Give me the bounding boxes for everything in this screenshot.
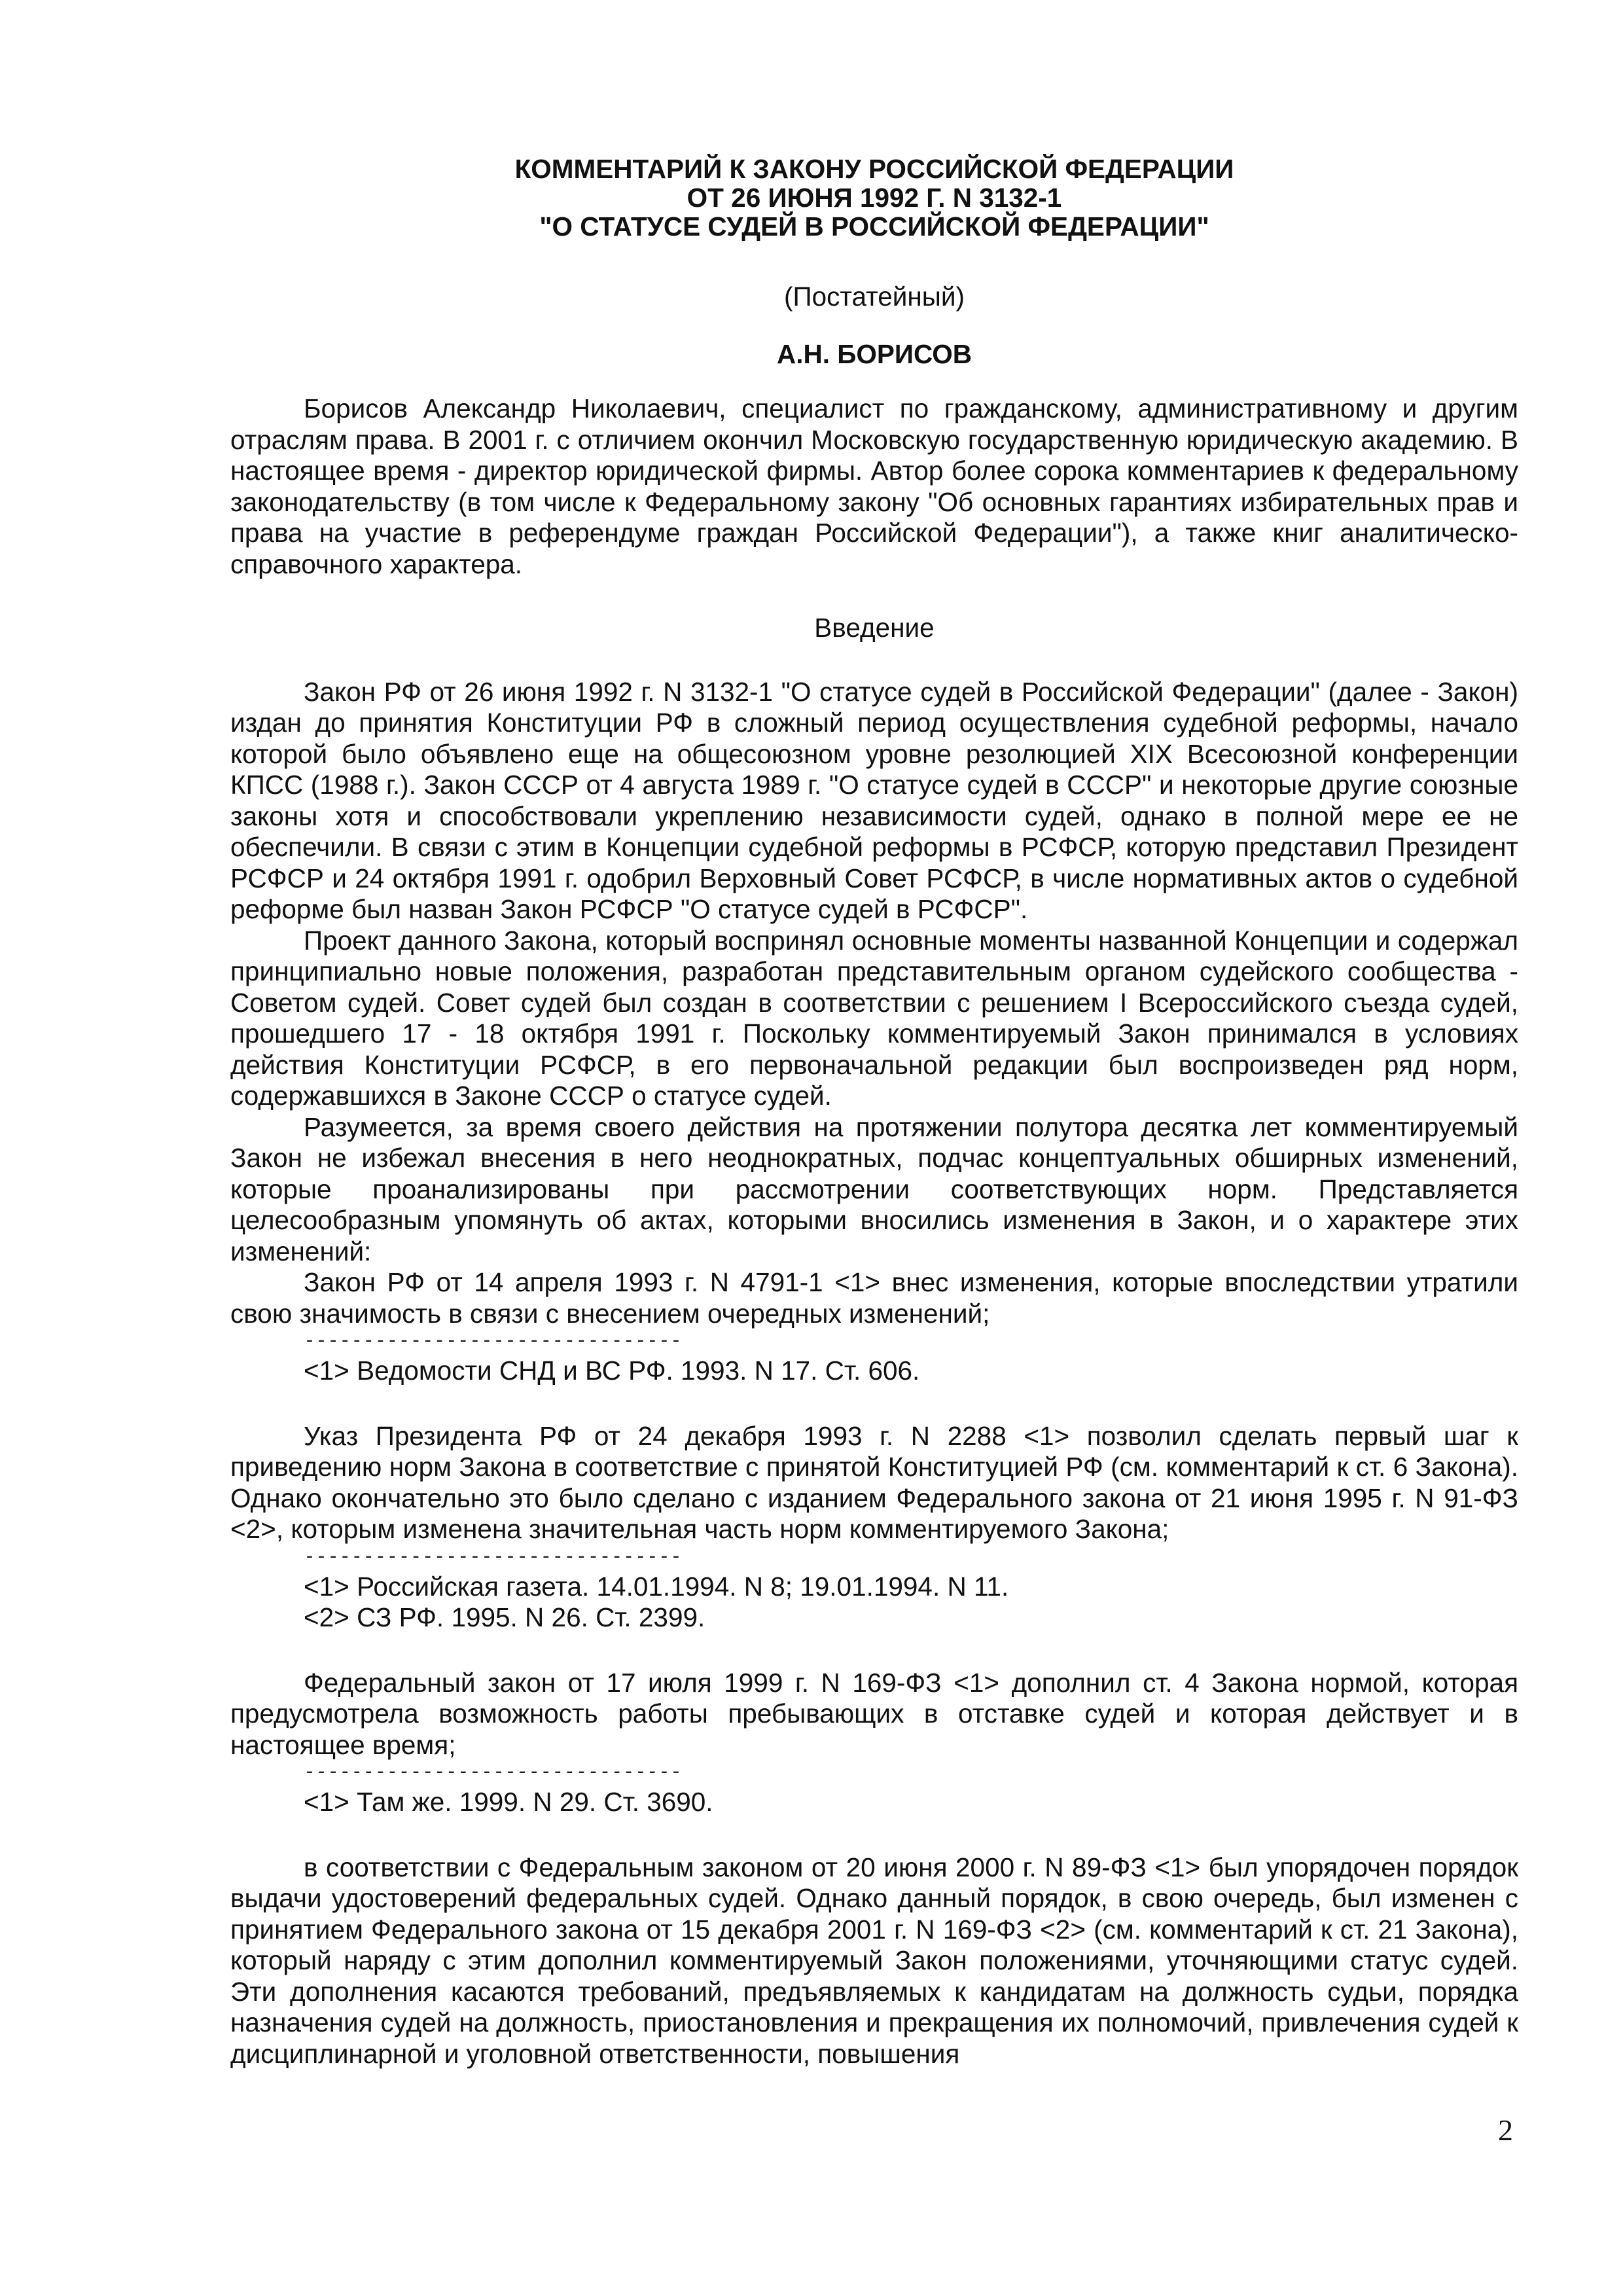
intro-paragraph-3: Разумеется, за время своего действия на протяжении полутора десятка лет комментируемый Закон не избежал внесения в него неоднократных, подчас концептуальных обширных изменений, которые проанализированы при рассмотрении соответствующих норм. Представляется целесообразным упомянуть об актах, которыми вносились изменения в Закон, и о характере этих изменений: [230, 1111, 1518, 1266]
footnote-separator-2: -------------------------------- [304, 1545, 682, 1568]
paragraph-federal-law-2000: в соответствии с Федеральным законом от 20 июня 2000 г. N 89-ФЗ <1> был упорядочен порядок выдачи удостоверений федеральных судей. Однако данный порядок, в свою очередь, был изменен с принятием Федерального закона от 15 декабря 2001 г. N 169-ФЗ <2> (см. комментарий к ст. 21 Закона), который наряду с этим дополнил комментируемый Закон положениями, уточняющими статус судей. Эти дополнения касаются требований, предъявляемых к кандидатам на должность судьи, порядка назначения судей на должность, приостановления и прекращения их полномочий, привлечения судей к дисциплинарной и уголовной ответственности, повышения [230, 1852, 1518, 2069]
title-line-3: "О СТАТУСЕ СУДЕЙ В РОССИЙСКОЙ ФЕДЕРАЦИИ" [539, 211, 1209, 242]
paragraph-federal-law-1999: Федеральный закон от 17 июля 1999 г. N 169-ФЗ <1> дополнил ст. 4 Закона нормой, которая предусмотрела возможность работы пребывающих в отставке судей и которая действует и в настоящее время; [230, 1667, 1518, 1760]
footnote-2-2: <2> СЗ РФ. 1995. N 26. Ст. 2399. [304, 1602, 705, 1632]
footnote-separator-1: -------------------------------- [304, 1329, 682, 1352]
author-name: А.Н. БОРИСОВ [777, 338, 972, 369]
intro-paragraph-4: Закон РФ от 14 апреля 1993 г. N 4791-1 <1> внес изменения, которые впоследствии утратили свою значимость в связи с внесением очередных изменений; [230, 1267, 1518, 1329]
document-page [230, 154, 1518, 2070]
footnote-1-1: <1> Ведомости СНД и ВС РФ. 1993. N 17. Ст. 606. [304, 1355, 920, 1386]
intro-paragraph-2: Проект данного Закона, который воспринял основные моменты названной Концепции и содержал принципиально новые положения, разработан представительным органом судейского сообщества - Советом судей. Совет судей был создан в соответствии с решением I Всероссийского съезда судей, прошедшего 17 - 18 октября 1991 г. Поскольку комментируемый Закон принимался в условиях действия Конституции РСФСР, в его первоначальной редакции был воспроизведен ряд норм, содержавшихся в Законе СССР о статусе судей. [230, 925, 1518, 1111]
author-bio: Борисов Александр Николаевич, специалист по гражданскому, административному и другим отраслям права. В 2001 г. с отличием окончил Московскую государственную юридическую академию. В настоящее время - директор юридической фирмы. Автор более сорока комментариев к федеральному законодательству (в том числе к Федеральному закону "Об основных гарантиях избирательных прав и права на участие в референдуме граждан Российской Федерации"), а также книг аналитическо-справочного характера. [230, 393, 1518, 579]
footnote-3-1: <1> Там же. 1999. N 29. Ст. 3690. [304, 1787, 713, 1817]
footnote-2-1: <1> Российская газета. 14.01.1994. N 8; 19.01.1994. N 11. [304, 1571, 1009, 1602]
footnote-separator-3: -------------------------------- [304, 1761, 682, 1783]
document-subtitle: (Постатейный) [784, 281, 965, 312]
title-line-1: КОММЕНТАРИЙ К ЗАКОНУ РОССИЙСКОЙ ФЕДЕРАЦИИ [514, 154, 1234, 184]
page-number: 2 [1498, 2113, 1513, 2147]
paragraph-decree: Указ Президента РФ от 24 декабря 1993 г. N 2288 <1> позволил сделать первый шаг к приведению норм Закона в соответствие с принятой Конституцией РФ (см. комментарий к ст. 6 Закона). Однако окончательно это было сделано с изданием Федерального закона от 21 июня 1995 г. N 91-ФЗ <2>, которым изменена значительная часть норм комментируемого Закона; [230, 1420, 1518, 1544]
document-title [230, 154, 1518, 241]
title-line-2: ОТ 26 ИЮНЯ 1992 Г. N 3132-1 [687, 183, 1062, 213]
section-heading: Введение [814, 613, 935, 643]
intro-paragraph-1: Закон РФ от 26 июня 1992 г. N 3132-1 "О статусе судей в Российской Федерации" (далее - Закон) издан до принятия Конституции РФ в сложный период осуществления судебной реформы, начало которой было объявлено еще на общесоюзном уровне резолюцией XIX Всесоюзной конференции КПСС (1988 г.). Закон СССР от 4 августа 1989 г. "О статусе судей в СССР" и некоторые другие союзные законы хотя и способствовали укреплению независимости судей, однако в полной мере ее не обеспечили. В связи с этим в Концепции судебной реформы в РСФСР, которую представил Президент РСФСР и 24 октября 1991 г. одобрил Верховный Совет РСФСР, в числе нормативных актов о судебной реформе был назван Закон РСФСР "О статусе судей в РСФСР". [230, 676, 1518, 924]
